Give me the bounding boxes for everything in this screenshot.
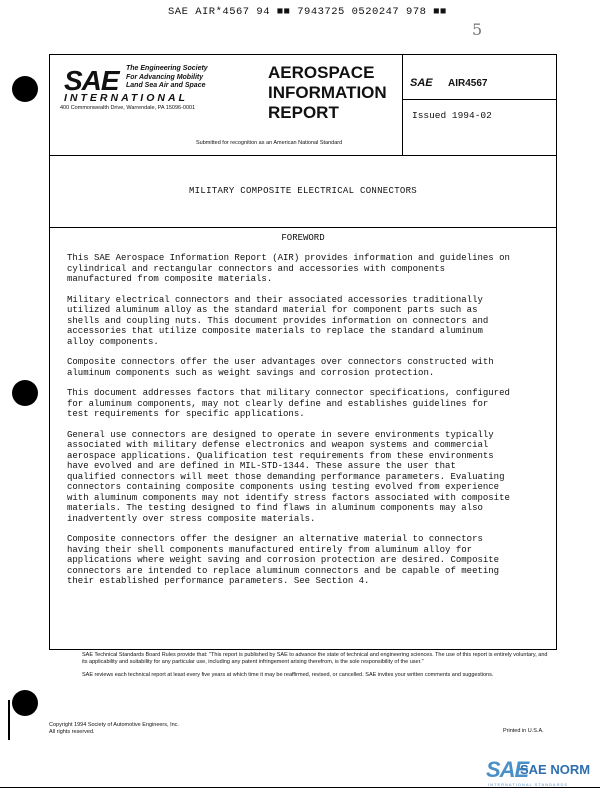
sae-norm-watermark: SAE NORM bbox=[520, 762, 591, 777]
international-wordmark: INTERNATIONAL bbox=[64, 92, 188, 104]
board-rules: SAE Technical Standards Board Rules provide that: "This report is published by SAE to advance the state of technical and engineering sciences. The use of this report is entirely voluntary, and its applicability and suitability for any particular use, including any patent infringement arising therefrom, is the sole responsibility of the user." bbox=[82, 652, 548, 665]
divider bbox=[50, 227, 556, 228]
document-barcode-line: SAE AIR*4567 94 ■■ 7943725 0520247 978 ■■ bbox=[168, 6, 447, 18]
issue-date: Issued 1994-02 bbox=[412, 110, 492, 121]
foreword-heading: FOREWORD bbox=[281, 233, 325, 243]
document-number: AIR4567 bbox=[448, 78, 488, 89]
report-type: AEROSPACE INFORMATION REPORT bbox=[268, 63, 387, 122]
divider bbox=[50, 155, 556, 156]
divider bbox=[402, 55, 403, 155]
binder-hole bbox=[12, 380, 38, 406]
binder-hole bbox=[12, 76, 38, 102]
binder-hole bbox=[12, 690, 38, 716]
paragraph: Composite connectors offer the user advantages over connectors constructed with aluminum components such as weight savings and corrosion protection. bbox=[67, 357, 494, 378]
scan-edge bbox=[0, 787, 600, 788]
sae-norm-logo: SAE bbox=[486, 757, 529, 782]
paragraph: This document addresses factors that military connector specifications, configured for aluminum components, may not clearly define and establishes guidelines for test requirements for specific applications. bbox=[67, 388, 510, 419]
paragraph: This SAE Aerospace Information Report (AIR) provides information and guidelines on cylindrical and rectangular connectors and accessories with components manufactured from composite materials. bbox=[67, 253, 510, 284]
sae-logo: SAE bbox=[64, 65, 119, 96]
footer-notes bbox=[82, 652, 552, 685]
copyright: Copyright 1994 Society of Automotive Engineers, Inc. All rights reserved. bbox=[49, 722, 179, 735]
scan-edge bbox=[8, 700, 10, 740]
foreword-body bbox=[67, 253, 547, 597]
logo-tagline: The Engineering Society For Advancing Mobility Land Sea Air and Space bbox=[126, 65, 208, 89]
handwritten-mark: 5 bbox=[472, 20, 483, 39]
address: 400 Commonwealth Drive, Warrendale, PA 15096-0001 bbox=[60, 105, 196, 111]
document-title: MILITARY COMPOSITE ELECTRICAL CONNECTORS bbox=[188, 186, 418, 196]
divider bbox=[402, 99, 557, 100]
document-frame bbox=[49, 54, 557, 650]
printed-in: Printed in U.S.A. bbox=[503, 728, 544, 734]
paragraph: Military electrical connectors and their associated accessories traditionally utilized aluminum alloy as the standard material for component parts such as shells and coupling nuts. This document provides information on connectors and accessories that utilize composite materials to replace the standard aluminum alloy components. bbox=[67, 294, 489, 347]
submitted-note: Submitted for recognition as an American National Standard bbox=[196, 140, 343, 146]
sae-norm-subtitle: INTERNATIONAL STANDARDS bbox=[488, 782, 569, 787]
paragraph: General use connectors are designed to operate in severe environments typically associated with military defense electronics and weapon systems and commercial aerospace applications. Qualification test requirements from these environments have evolved and are defined in MIL-STD-1344. These assure the user that qualified connectors will meet those demanding performance parameters. Evaluating connectors containing composite components using testing evolved from experience with aluminum components may not identify stress factors associated with composite materials. The testing designed to find flaws in aluminum components may also inadvertently over stress composite materials. bbox=[67, 429, 510, 524]
review-note: SAE reviews each technical report at least every five years at which time it may be reaffirmed, revised, or cancelled. SAE invites your written comments and suggestions. bbox=[82, 672, 494, 678]
sae-small-logo: SAE bbox=[410, 77, 433, 89]
paragraph: Composite connectors offer the designer an alternative material to connectors having their shell components manufactured entirely from aluminum alloy for applications where weight saving and corrosion protection are desired. Composite connectors are intended to replace aluminum connectors and be capable of meeting their established performance parameters. See Section 4. bbox=[67, 534, 500, 586]
